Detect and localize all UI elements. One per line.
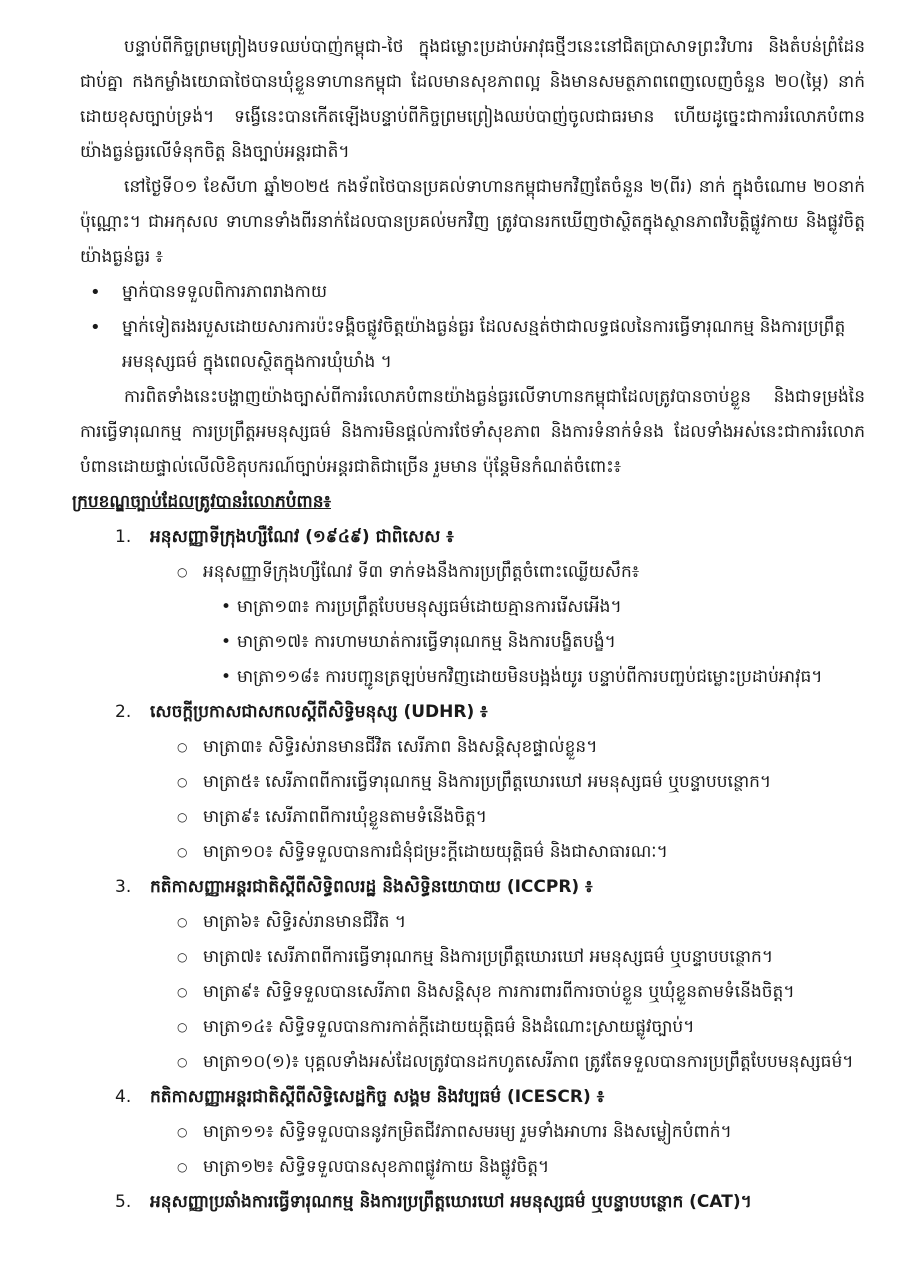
article-list	[115, 905, 865, 1080]
law-title-text: សេចក្តីប្រកាសជាសកលស្តីពីសិទ្ធិមនុស្ស (UDHR) ៖	[150, 702, 488, 722]
article-item: ○ មាត្រា១១៖ សិទ្ធិទទួលបាននូវកម្រិតជីវភាពសមរម្យ រួមទាំងអាហារ និងសម្លៀកបំពាក់។	[183, 1115, 865, 1150]
intro-paragraph-1: បន្ទាប់ពីកិច្ចព្រមព្រៀងបទឈប់បាញ់កម្ពុជា-ថៃ ក្នុងជម្លោះប្រដាប់អាវុធថ្មីៗនេះនៅជិតប្រាសាទព្រះវិហារ និងតំបន់ព្រំដែនជាប់គ្នា កងកម្លាំងយោធាថៃបានឃុំខ្លួនទាហានកម្ពុជា ដែលមានសុខភាពល្អ និងមានសមត្ថភាពពេញលេញចំនួន ២០(ម្ភៃ) នាក់ ដោយខុសច្បាប់ទ្រង់។ ទង្វើនេះបានកើតឡើងបន្ទាប់ពីកិច្ចព្រមព្រៀងឈប់បាញ់ចូលជាធរមាន ហើយដូច្នេះជាការរំលោភបំពានយ៉ាងធ្ងន់ធ្ងរលើទំនុកចិត្ត និងច្បាប់អន្តរជាតិ។	[80, 37, 865, 162]
article-list	[115, 555, 865, 590]
article-item: ○ មាត្រា៣៖ សិទ្ធិរស់រានមានជីវិត សេរីភាព និងសន្តិសុខផ្ទាល់ខ្លួន។	[183, 730, 865, 765]
sub-article-item: • មាត្រា១៣៖ ការប្រព្រឹត្តបែបមនុស្សធម៌ដោយគ្មានការរើសអើង។	[233, 590, 865, 625]
law-number: 5.	[115, 1192, 132, 1212]
law-title	[80, 695, 865, 730]
article-item: ○ មាត្រា៥៖ សេរីភាពពីការធ្វើទារុណកម្ម និងការប្រព្រឹត្តឃោរឃៅ អមនុស្សធម៌ ឬបន្ទាបបន្ថោក។	[183, 765, 865, 800]
law-item-2	[115, 695, 865, 870]
law-title-text: កតិកាសញ្ញាអន្តរជាតិស្តីពីសិទ្ធិពលរដ្ឋ និងសិទ្ធិនយោបាយ (ICCPR) ៖	[150, 877, 593, 897]
law-title	[80, 1185, 865, 1220]
law-number: 4.	[115, 1087, 132, 1107]
article-item: ○ មាត្រា១០៖ សិទ្ធិទទួលបានការជំនុំជម្រះក្តីដោយយុត្តិធម៌ និងជាសាធារណៈ។	[183, 835, 865, 870]
law-title	[80, 870, 865, 905]
article-item: ○ មាត្រា៩៖ សេរីភាពពីការឃុំខ្លួនតាមទំនើងចិត្ត។	[183, 800, 865, 835]
article-item	[183, 555, 865, 590]
intro-paragraph-3: ការពិតទាំងនេះបង្ហាញយ៉ាងច្បាស់ពីការរំលោភបំពានយ៉ាងធ្ងន់ធ្ងរលើទាហានកម្ពុជាដែលត្រូវបានចាប់ខ្លួន និងជាទម្រង់នៃការធ្វើទារុណកម្ម ការប្រព្រឹត្តអមនុស្សធម៌ និងការមិនផ្តល់ការថែទាំសុខភាព និងការទំនាក់ទំនង ដែលទាំងអស់នេះជាការរំលោភបំពានដោយផ្ទាល់លើលិខិតុបករណ៍ច្បាប់អន្តរជាតិជាច្រើន រួមមាន ប៉ុន្តែមិនកំណត់ចំពោះ៖	[80, 387, 865, 477]
law-title	[80, 1080, 865, 1115]
article-item: ○ មាត្រា៩៖ សិទ្ធិទទួលបានសេរីភាព និងសន្តិសុខ ការការពារពីការចាប់ខ្លួន ឬឃុំខ្លួនតាមទំនើងចិត្ត។	[183, 975, 865, 1010]
law-item-1	[115, 520, 865, 695]
article-item: ○ មាត្រា១០(១)៖ បុគ្គលទាំងអស់ដែលត្រូវបានដកហូតសេរីភាព ត្រូវតែទទួលបានការប្រព្រឹត្តបែបមនុស្សធម៌។	[183, 1045, 865, 1080]
law-title	[80, 520, 865, 555]
section-heading: ក្របខណ្ឌច្បាប់ដែលត្រូវបានរំលោភបំពាន៖	[72, 492, 331, 512]
sub-article-item: • មាត្រា១១៨៖ ការបញ្ជូនត្រឡប់មកវិញដោយមិនបង្អង់យូរ បន្ទាប់ពីការបញ្ចប់ជម្លោះប្រដាប់អាវុធ។	[233, 660, 865, 695]
law-number: 3.	[115, 877, 132, 897]
list-item: • ម្នាក់បានទទួលពិការភាពរាងកាយ	[112, 275, 865, 310]
law-number: 1.	[115, 527, 132, 547]
law-item-3	[115, 870, 865, 1080]
article-list	[115, 1115, 865, 1185]
article-text: អនុសញ្ញាទីក្រុងហ្សឺណែវ ទី៣ ទាក់ទងនឹងការប្រព្រឹត្តចំពោះឈ្លើយសឹក៖	[203, 562, 640, 582]
injury-list	[80, 275, 865, 380]
law-item-4	[115, 1080, 865, 1185]
law-number: 2.	[115, 702, 132, 722]
law-title-text: អនុសញ្ញាទីក្រុងហ្សឺណែវ (១៩៤៩) ជាពិសេស ៖	[150, 527, 454, 547]
legal-framework-list	[80, 520, 865, 1220]
article-item: ○ មាត្រា៧៖ សេរីភាពពីការធ្វើទារុណកម្ម និងការប្រព្រឹត្តឃោរឃៅ អមនុស្សធម៌ ឬបន្ទាបបន្ថោក។	[183, 940, 865, 975]
article-list	[115, 730, 865, 870]
sub-article-item: • មាត្រា១៧៖ ការហាមឃាត់ការធ្វើទារុណកម្ម និងការបង្ខិតបង្ខំ។	[233, 625, 865, 660]
article-item: ○ មាត្រា៦៖ សិទ្ធិរស់រានមានជីវិត ។	[183, 905, 865, 940]
law-item-5	[115, 1185, 865, 1220]
article-item: ○ មាត្រា១២៖ សិទ្ធិទទួលបានសុខភាពផ្លូវកាយ និងផ្លូវចិត្ត។	[183, 1150, 865, 1185]
sub-article-list	[115, 590, 865, 695]
article-item: ○ មាត្រា១៤៖ សិទ្ធិទទួលបានការកាត់ក្តីដោយយុត្តិធម៌ និងដំណោះស្រាយផ្លូវច្បាប់។	[183, 1010, 865, 1045]
list-item: • ម្នាក់ទៀតរងរបួសដោយសារការប៉ះទង្គិចផ្លូវចិត្តយ៉ាងធ្ងន់ធ្ងរ ដែលសន្មត់ថាជាលទ្ធផលនៃការធ្វើទារុណកម្ម និងការប្រព្រឹត្តអមនុស្សធម៌ ក្នុងពេលស្ថិតក្នុងការឃុំឃាំង ។	[112, 310, 865, 380]
law-title-text: កតិកាសញ្ញាអន្តរជាតិស្តីពីសិទ្ធិសេដ្ឋកិច្ច សង្គម និងវប្បធម៌ (ICESCR) ៖	[150, 1087, 605, 1107]
intro-paragraph-2: នៅថ្ងៃទី០១ ខែសីហា ឆ្នាំ២០២៥ កងទ័ពថៃបានប្រគល់ទាហានកម្ពុជាមកវិញតែចំនួន ២(ពីរ) នាក់ ក្នុងចំណោម ២០នាក់ ប៉ុណ្ណោះ។ ជាអកុសល ទាហានទាំងពីរនាក់ដែលបានប្រគល់មកវិញ ត្រូវបានរកឃើញថាស្ថិតក្នុងស្ថានភាពវិបត្តិផ្លូវកាយ និងផ្លូវចិត្តយ៉ាងធ្ងន់ធ្ងរ ៖	[80, 177, 865, 267]
law-title-text: អនុសញ្ញាប្រឆាំងការធ្វើទារុណកម្ម និងការប្រព្រឹត្តឃោរឃៅ អមនុស្សធម៌ ឬបន្ទាបបន្ថោក (CAT)។	[150, 1192, 752, 1212]
